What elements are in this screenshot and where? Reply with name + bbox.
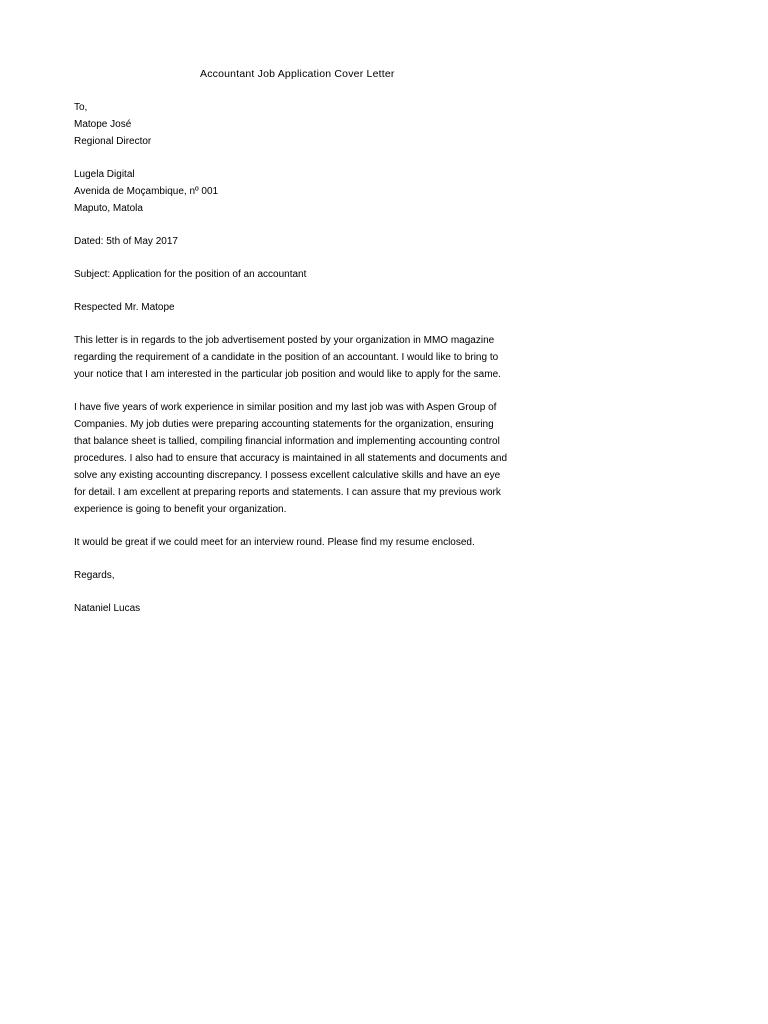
paragraph-2 [74, 399, 534, 518]
paragraph-line: that balance sheet is tallied, compiling financial information and implementing accounting control [74, 436, 500, 447]
company-address-line2: Maputo, Matola [74, 203, 143, 214]
date-line: Dated: 5th of May 2017 [74, 236, 178, 247]
paragraph-line: solve any existing accounting discrepancy. I possess excellent calculative skills and have an eye [74, 470, 501, 481]
paragraph-3: It would be great if we could meet for an interview round. Please find my resume enclosed. [74, 537, 475, 548]
spacer [74, 250, 534, 266]
paragraph-line: procedures. I also had to ensure that accuracy is maintained in all statements and documents and [74, 453, 508, 464]
paragraph-line: your notice that I am interested in the particular job position and would like to apply for the same. [74, 369, 501, 380]
paragraph-line: experience is going to benefit your organization. [74, 504, 287, 515]
spacer [74, 551, 534, 567]
company-address-line1: Avenida de Moçambique, nº 001 [74, 186, 219, 197]
letter-body [74, 99, 534, 617]
paragraph-line: for detail. I am excellent at preparing reports and statements. I can assure that my previous work [74, 487, 501, 498]
closing: Regards, [74, 570, 115, 581]
paragraph-line: regarding the requirement of a candidate in the position of an accountant. I would like to bring to [74, 352, 499, 363]
spacer [74, 518, 534, 534]
recipient-to: To, [74, 102, 88, 113]
recipient-name: Matope José [74, 119, 132, 130]
spacer [74, 316, 534, 332]
signature-name: Nataniel Lucas [74, 603, 141, 614]
spacer [74, 150, 534, 166]
recipient-role: Regional Director [74, 136, 152, 147]
salutation: Respected Mr. Matope [74, 302, 175, 313]
paragraph-line: I have five years of work experience in similar position and my last job was with Aspen Group of [74, 402, 497, 413]
paragraph-1 [74, 332, 534, 383]
spacer [74, 383, 534, 399]
company-name: Lugela Digital [74, 169, 135, 180]
paragraph-line: Companies. My job duties were preparing accounting statements for the organization, ensuring [74, 419, 494, 430]
spacer [74, 217, 534, 233]
spacer [74, 584, 534, 600]
subject-line: Subject: Application for the position of an accountant [74, 269, 307, 280]
paragraph-line: This letter is in regards to the job advertisement posted by your organization in MMO magazine [74, 335, 495, 346]
document-title: Accountant Job Application Cover Letter [200, 68, 395, 80]
spacer [74, 283, 534, 299]
